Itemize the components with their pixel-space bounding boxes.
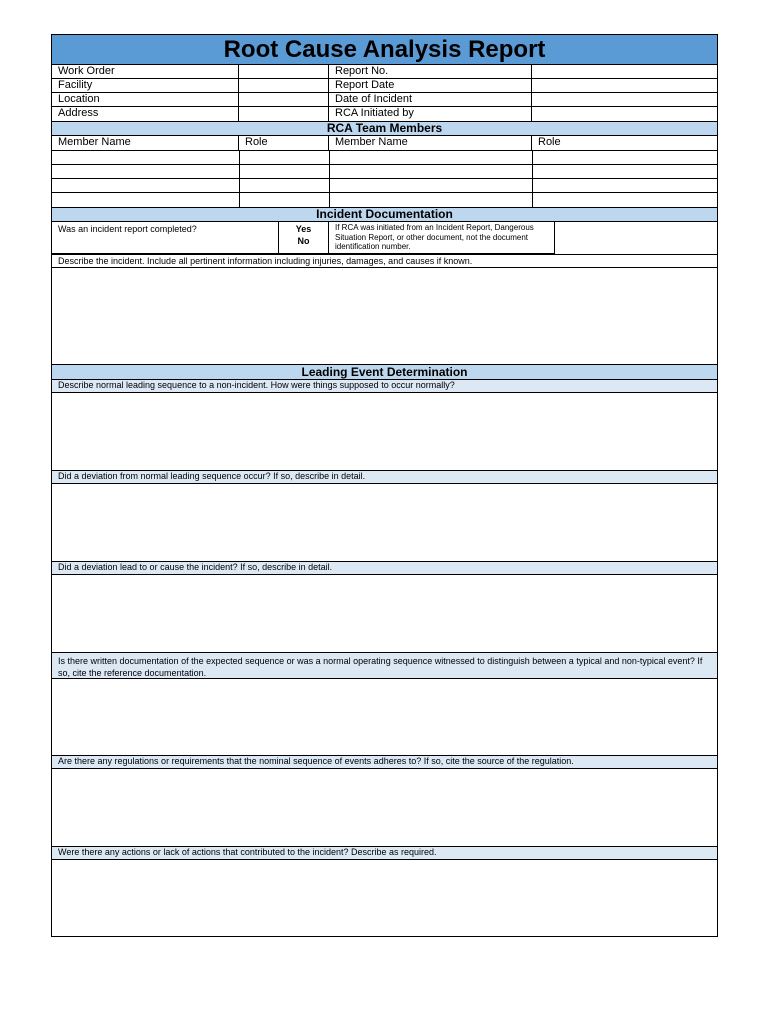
yes-no-choice[interactable] [279, 222, 329, 254]
document-id-field[interactable] [555, 222, 717, 254]
team-col-member-name-1: Member Name [52, 136, 239, 151]
report-date-field[interactable] [532, 79, 717, 93]
facility-field[interactable] [239, 79, 329, 93]
leading-question-6: Were there any actions or lack of actions that contributed to the incident? Describe as required. [52, 846, 717, 860]
work-order-label: Work Order [52, 65, 239, 79]
address-field[interactable] [239, 107, 329, 121]
work-order-field[interactable] [239, 65, 329, 79]
describe-incident-field[interactable] [52, 268, 717, 364]
team-members-rows[interactable] [52, 151, 717, 207]
report-title: Root Cause Analysis Report [52, 35, 717, 65]
leading-answer-6[interactable] [52, 860, 717, 936]
location-label: Location [52, 93, 239, 107]
leading-question-2: Did a deviation from normal leading sequence occur? If so, describe in detail. [52, 470, 717, 484]
leading-answer-4[interactable] [52, 679, 717, 756]
team-members-heading: RCA Team Members [52, 121, 717, 136]
leading-question-5: Are there any regulations or requirements that the nominal sequence of events adheres to? If so, cite the source of the regulation. [52, 755, 717, 769]
address-label: Address [52, 107, 239, 121]
no-option[interactable]: No [297, 236, 310, 246]
team-col-role-1: Role [239, 136, 329, 151]
report-date-label: Report Date [329, 79, 532, 93]
incident-documentation-heading: Incident Documentation [52, 207, 717, 222]
date-of-incident-label: Date of Incident [329, 93, 532, 107]
leading-event-heading: Leading Event Determination [52, 364, 717, 380]
leading-question-1: Describe normal leading sequence to a non-incident. How were things supposed to occur normally? [52, 379, 717, 393]
report-no-field[interactable] [532, 65, 717, 79]
rca-report-form [51, 34, 718, 937]
rca-initiated-by-label: RCA Initiated by [329, 107, 532, 121]
rca-initiated-by-field[interactable] [532, 107, 717, 121]
leading-answer-3[interactable] [52, 575, 717, 652]
describe-incident-prompt: Describe the incident. Include all pertinent information including injuries, damages, and causes if known. [52, 254, 717, 268]
leading-answer-1[interactable] [52, 393, 717, 471]
team-col-role-2: Role [532, 136, 717, 151]
leading-question-3: Did a deviation lead to or cause the incident? If so, describe in detail. [52, 561, 717, 575]
location-field[interactable] [239, 93, 329, 107]
facility-label: Facility [52, 79, 239, 93]
leading-answer-2[interactable] [52, 484, 717, 562]
team-col-member-name-2: Member Name [329, 136, 532, 151]
incident-report-note: If RCA was initiated from an Incident Report, Dangerous Situation Report, or other document, not the document identification number. [329, 222, 555, 254]
yes-option[interactable]: Yes [295, 224, 312, 234]
leading-answer-5[interactable] [52, 769, 717, 847]
leading-question-4: Is there written documentation of the expected sequence or was a normal operating sequence witnessed to distinguish between a typical and non-typical event? If so, cite the reference documentation. [52, 652, 717, 679]
report-no-label: Report No. [329, 65, 532, 79]
incident-report-question: Was an incident report completed? [52, 222, 279, 254]
date-of-incident-field[interactable] [532, 93, 717, 107]
